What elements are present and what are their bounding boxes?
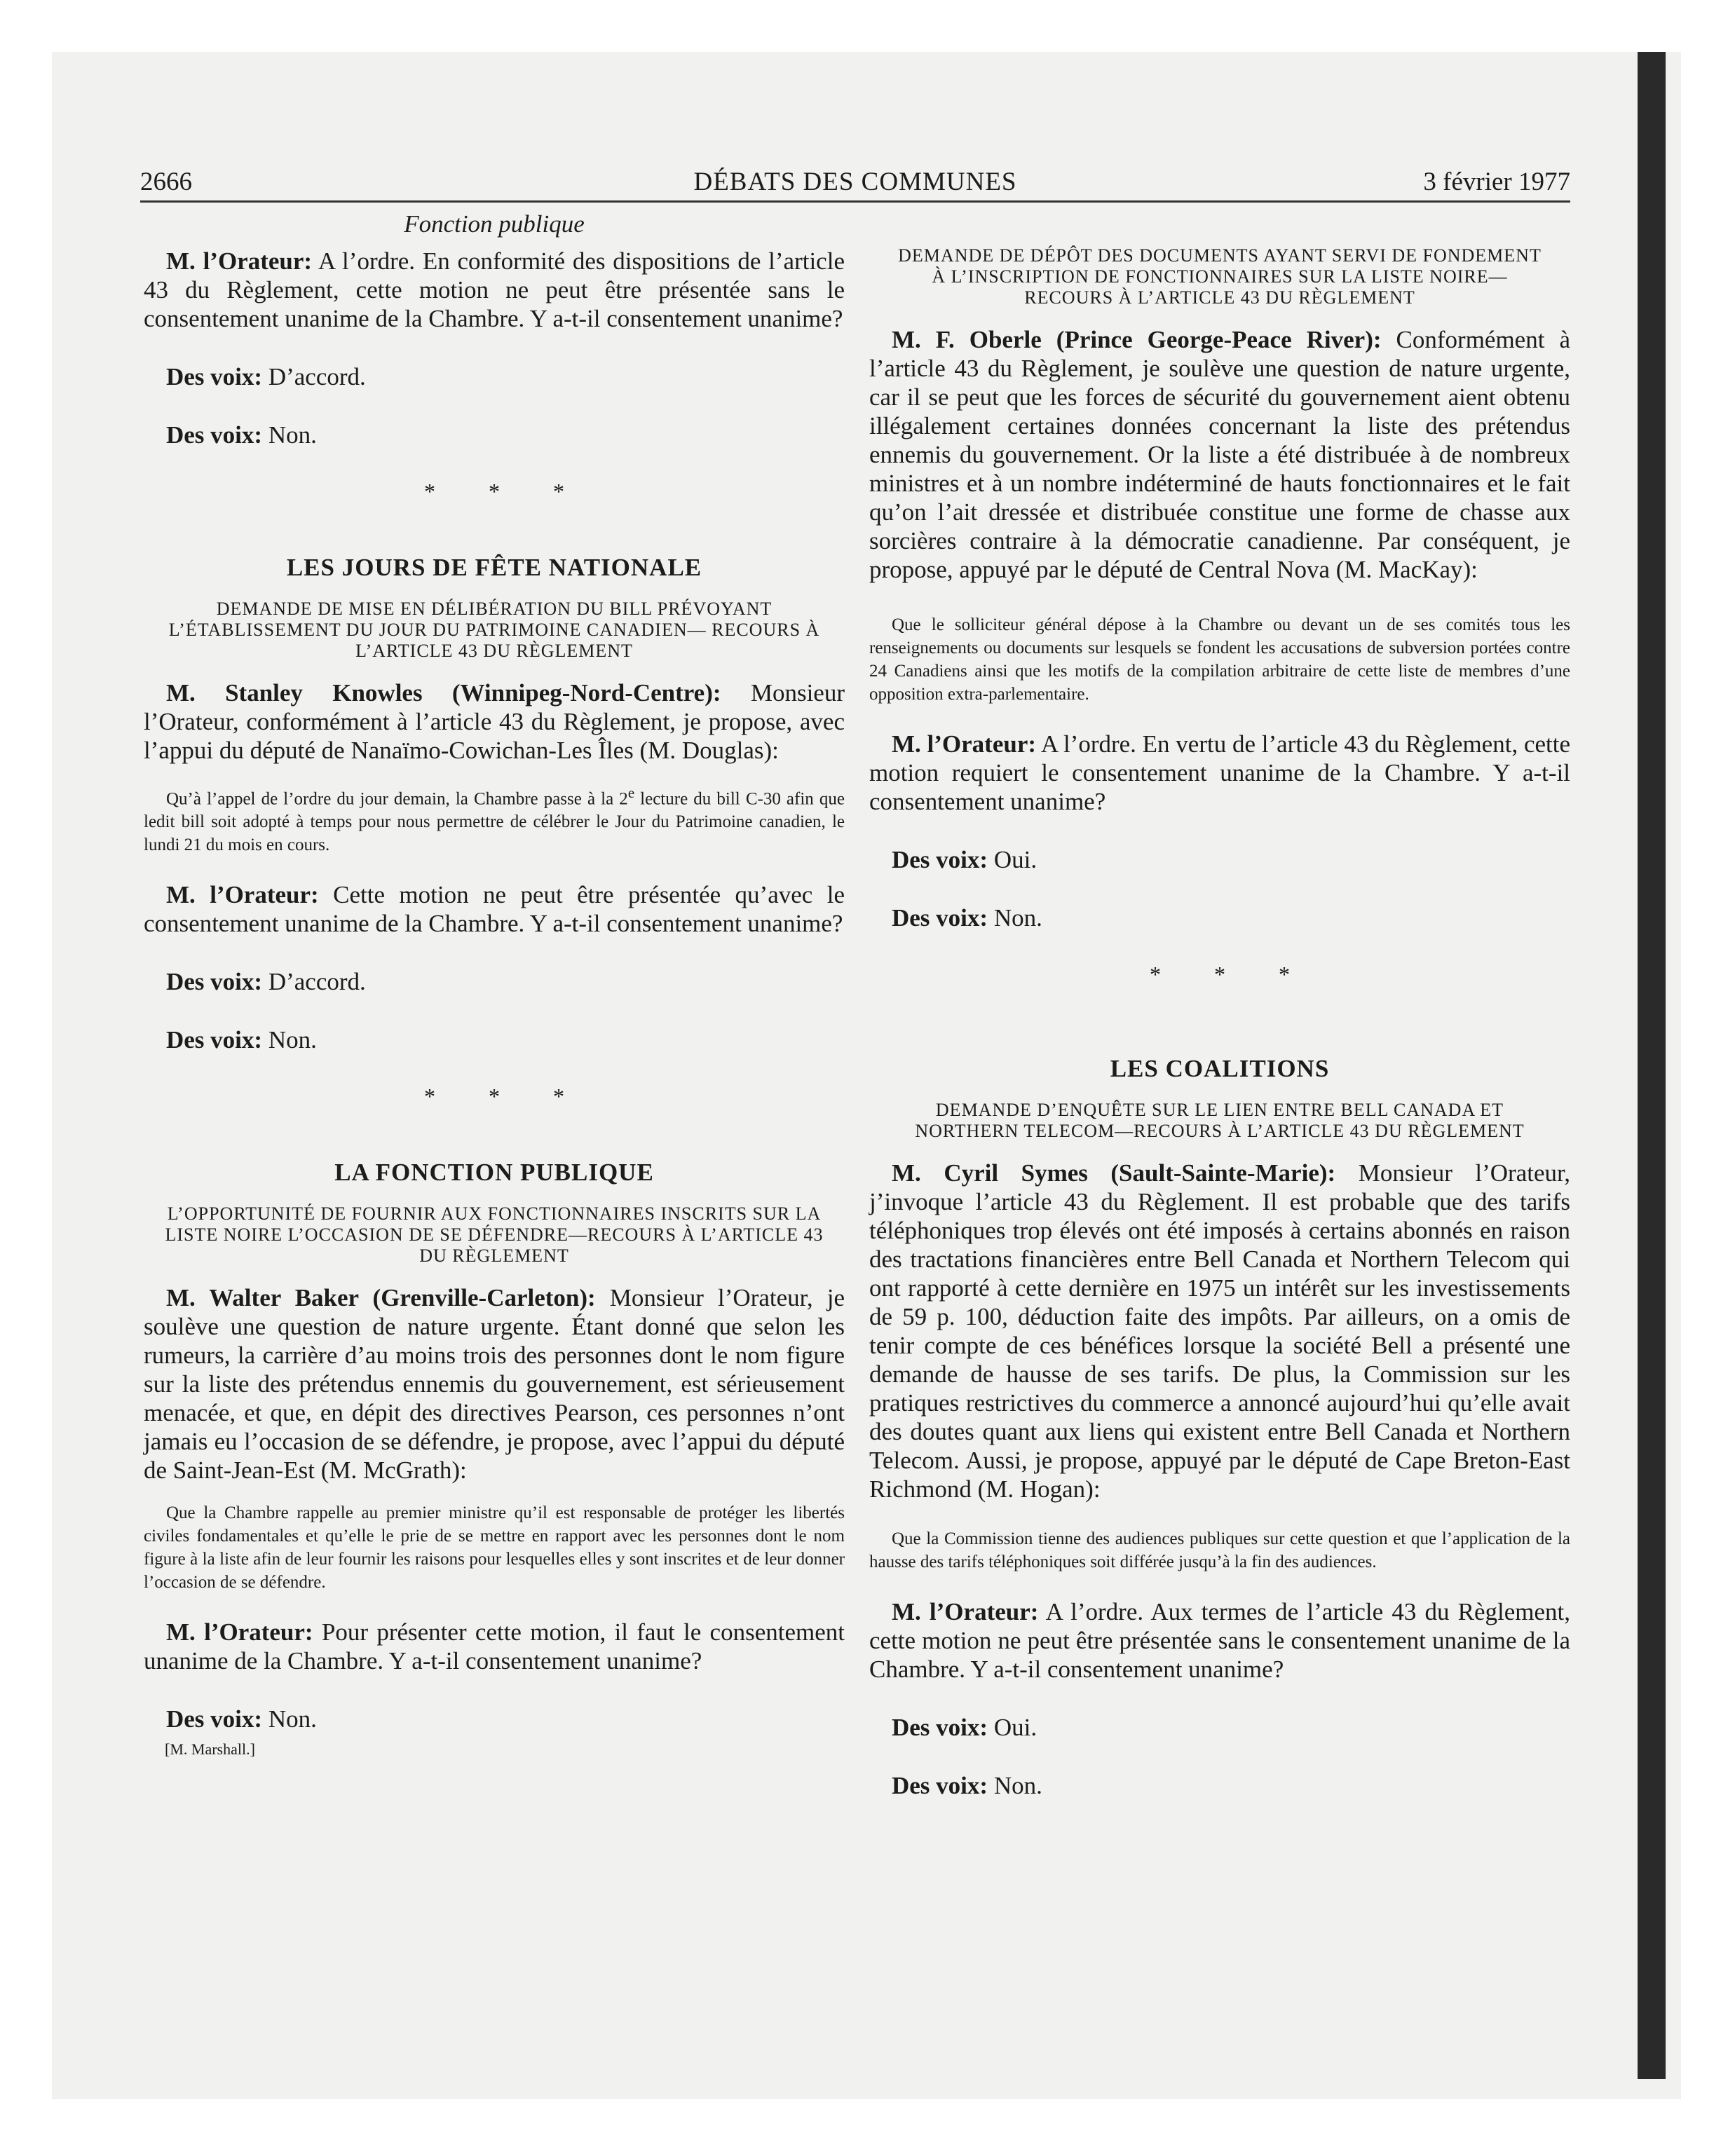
voices-line [144,421,845,449]
speech-text: Cette motion ne peut être présentée qu’avec le consentement unanime de la Chambre. Y a-t-il consentement unanime? [144,881,845,938]
speech-text: D’accord. [262,968,366,996]
publication-title: DÉBATS DES COMMUNES [693,168,1017,196]
speech-text: Monsieur l’Orateur, je soulève une question de nature urgente. Étant donné que selon les rumeurs, la carrière d’au moins trois des personnes dont le nom figure sur la liste des prétendus ennemis du gouvernement, est sérieusement menacée, et que, en dépit des directives Pearson, ces personnes n’ont jamais eu l’occasion de se défendre, je propose, avec l’appui du député de Saint-Jean-Est (M. McGrath): [144,1284,845,1485]
speech-text: Non. [988,1772,1042,1799]
speaker-name: M. l’Orateur: [166,881,319,909]
section-separator: * * * [424,479,588,504]
speaker-name: Des voix: [166,421,263,449]
speaker-name: Des voix: [166,1705,263,1733]
publication-date: 3 février 1977 [1423,168,1570,196]
left-column [144,210,845,1759]
ordinal-superscript: e [627,784,635,801]
speech-text: Pour présenter cette motion, il faut le consentement unanime de la Chambre. Y a-t-il consentement unanime? [144,1618,845,1675]
speech-text: A l’ordre. En conformité des dispositions de l’article 43 du Règlement, cette motion ne peut être présentée sans le consentement unanime de la Chambre. Y a-t-il consentement unanime? [144,247,845,332]
voices-line [869,1771,1570,1800]
voices-line [869,845,1570,874]
speech-text: Oui. [988,1714,1037,1741]
page-number: 2666 [140,168,192,196]
page-header [140,167,1570,203]
section-title: LES JOURS DE FÊTE NATIONALE [286,554,702,581]
motion-text [144,782,845,857]
motion-text: Que la Commission tienne des audiences publiques sur cette question et que l’application de la hausse des tarifs téléphoniques soit différée jusqu’à la fin des audiences. [869,1529,1570,1571]
speech-text: Non. [262,421,317,449]
voices-line [144,1025,845,1054]
speaker-name: Des voix: [166,363,263,390]
speaker-name: M. l’Orateur: [166,1618,313,1646]
speech-text: Non. [262,1705,317,1733]
speech-text: Non. [988,904,1042,932]
section-running-head: Fonction publique [404,210,585,238]
speech-paragraph [144,678,845,765]
speaker-name: Des voix: [166,1026,263,1054]
speech-paragraph [144,1618,845,1675]
speaker-name: Des voix: [892,1772,988,1799]
section-separator: * * * [1150,962,1314,987]
speech-text: Oui. [988,846,1037,873]
speech-paragraph [869,1597,1570,1684]
speaker-name: Des voix: [892,1714,988,1741]
speaker-name: M. F. Oberle (Prince George-Peace River): [892,326,1382,353]
speaker-attribution: [M. Marshall.] [165,1740,255,1759]
speech-text: A l’ordre. Aux termes de l’article 43 du Règlement, cette motion ne peut être présentée sans le consentement unanime de la Chambre. Y a-t-il consentement unanime? [869,1598,1570,1683]
speech-text: Monsieur l’Orateur, j’invoque l’article 43 du Règlement. Il est probable que des tarifs téléphoniques trop élevés ont été imposés à certains abonnés en raison des tractations financières entre Bell Canada et Northern Telecom qui ont rapporté à cette dernière en 1975 un intérêt sur les investissements de 59 p. 100, déduction faite des impôts. Par ailleurs, on a omis de tenir compte de ces bénéfices lorsque la société Bell a présenté une demande de hausse de ses tarifs. De plus, la Commission sur les pratiques restrictives du commerce a annoncé aujourd’hui qu’elle avait des doutes quant aux liens qui existent entre Bell Canada et Northern Telecom. Aussi, je propose, appuyé par le député de Cape Breton-East Richmond (M. Hogan): [869,1159,1570,1503]
section-subtitle: DEMANDE D’ENQUÊTE SUR LE LIEN ENTRE BELL CANADA ET NORTHERN TELECOM—RECOURS À L’ARTICLE 43 DU RÈGLEMENT [915,1100,1525,1141]
speech-text: Monsieur l’Orateur, conformément à l’article 43 du Règlement, je propose, avec l’appui du député de Nanaïmo-Cowichan-Les Îles (M. Douglas): [144,679,845,764]
speech-text: A l’ordre. En vertu de l’article 43 du Règlement, cette motion requiert le consentement unanime de la Chambre. Y a-t-il consentement unanime? [869,730,1570,815]
speaker-name: M. Cyril Symes (Sault-Sainte-Marie): [892,1159,1336,1187]
motion-text-part: lecture du bill C-30 afin que ledit bill soit adopté à temps pour nous permettre de célébrer le Jour du Patrimoine canadien, le lundi 21 du mois en cours. [144,789,845,855]
speaker-name: M. Stanley Knowles (Winnipeg-Nord-Centre): [166,679,721,707]
speech-text: Non. [262,1026,317,1054]
voices-line [144,362,845,391]
motion-text: Que la Chambre rappelle au premier ministre qu’il est responsable de protéger les libertés civiles fondamentales et qu’elle le prie de se mettre en rapport avec les personnes dont le nom figure à la liste afin de leur fournir les raisons pour lesquelles elles y sont inscrites et de leur donner l’occasion de se défendre. [144,1503,845,1592]
voices-line [144,1705,845,1733]
speaker-name: Des voix: [166,968,263,996]
section-title: LA FONCTION PUBLIQUE [334,1159,654,1187]
motion-text: Que le solliciteur général dépose à la Chambre ou devant un de ses comités tous les renseignements ou documents sur lesquels se fondent les accusations de subversion portées contre 24 Canadiens ainsi que les motifs de la compilation arbitraire de cette liste de membres d’une opposition extra-parlementaire. [869,615,1570,704]
speaker-name: M. l’Orateur: [892,730,1037,758]
section-title: LES COALITIONS [1110,1055,1330,1082]
speech-paragraph [144,1283,845,1485]
voices-line [869,1713,1570,1742]
speaker-name: M. Walter Baker (Grenville-Carleton): [166,1284,596,1312]
speaker-name: M. l’Orateur: [892,1598,1039,1625]
section-separator: * * * [424,1084,588,1110]
speaker-name: Des voix: [892,846,988,873]
motion-text-part: Qu’à l’appel de l’ordre du jour demain, la Chambre passe à la 2 [166,789,628,809]
speech-text: D’accord. [262,363,366,390]
speech-paragraph [144,880,845,938]
voices-line [144,967,845,996]
speech-paragraph [869,325,1570,584]
speech-paragraph [869,1159,1570,1503]
speech-paragraph [144,247,845,333]
section-subtitle: DEMANDE DE MISE EN DÉLIBÉRATION DU BILL PRÉVOYANT L’ÉTABLISSEMENT DU JOUR DU PATRIMOINE CANADIEN— RECOURS À L’ARTICLE 43 DU RÈGLEMENT [168,599,820,661]
scan-edge-shadow [1638,52,1666,2079]
speaker-name: Des voix: [892,904,988,932]
speaker-name: M. l’Orateur: [166,247,313,275]
speech-paragraph [869,730,1570,816]
section-subtitle: DEMANDE DE DÉPÔT DES DOCUMENTS AYANT SERVI DE FONDEMENT À L’INSCRIPTION DE FONCTIONNAIRES SUR LA LISTE NOIRE—RECOURS À L’ARTICLE 43 DU RÈGLEMENT [898,245,1542,308]
right-column [869,210,1570,1800]
speech-text: Conformément à l’article 43 du Règlement, je soulève une question de nature urgente, car il se peut que les forces de sécurité du gouvernement aient obtenu illégalement certaines données concernant la liste des prétendus ennemis du gouvernement. Or la liste a été distribuée à de nombreux ministres et à un nombre indéterminé de hauts fonctionnaires et le fait qu’on l’ait dressée et distribuée constitue une forme de chasse aux sorcières contraire à la démocratie canadienne. Par conséquent, je propose, appuyé par le député de Central Nova (M. MacKay): [869,326,1570,583]
section-subtitle: L’OPPORTUNITÉ DE FOURNIR AUX FONCTIONNAIRES INSCRITS SUR LA LISTE NOIRE L’OCCASION DE SE DÉFENDRE—RECOURS À L’ARTICLE 43 DU RÈGLEMENT [165,1203,824,1267]
voices-line [869,903,1570,932]
